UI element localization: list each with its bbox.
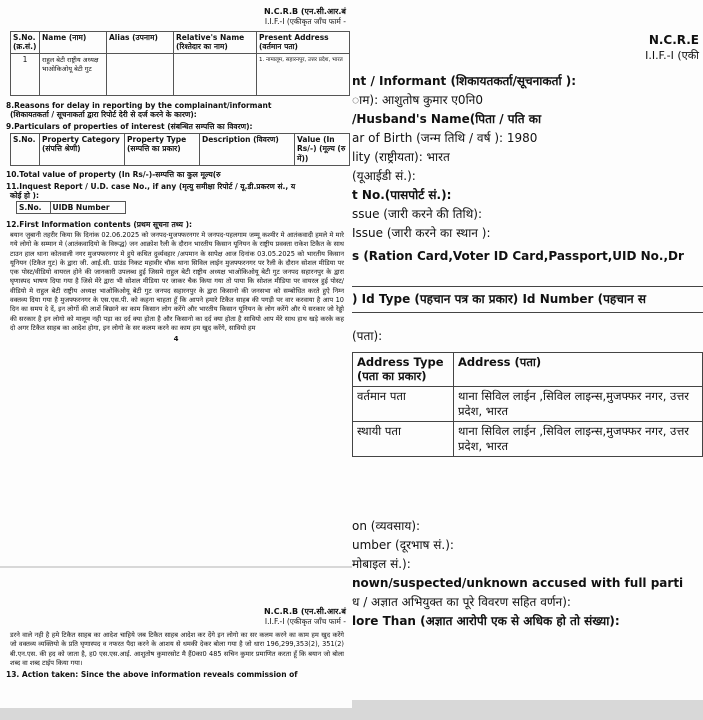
addr-permanent: थाना सिविल लाईन ,सिविल लाइन्स,मुजफ्फर नगर, उत्तर प्रदेश, भारत: [454, 422, 703, 457]
page-number: 4: [173, 335, 179, 344]
iif-form-header: I.I.F.-I (एकीकृत जाँच फार्म -: [264, 617, 346, 626]
addr-type-permanent: स्थायी पता: [353, 422, 454, 457]
table-row: [353, 387, 703, 422]
father-husband-name: /Husband's Name(पिता / पति का: [352, 112, 542, 126]
section-12-title: 12.First Information contents (प्रथम सूचना तथ्य ):: [6, 220, 193, 229]
col-name: Name (नाम): [40, 32, 107, 54]
section-8-title: 8.Reasons for delay in reporting by the complainant/informant: [6, 101, 272, 110]
accused-count: lore Than (अज्ञात आरोपी एक से अधिक हो तो संख्या):: [352, 614, 620, 628]
cell-alias: [107, 54, 174, 96]
phone-number: umber (दूरभाष सं.):: [352, 538, 454, 552]
fir-page-left-top: [0, 0, 352, 566]
addr-col-address: Address (पता): [454, 353, 703, 387]
accused-details-heading: nown/suspected/unknown accused with full parti: [352, 576, 684, 590]
place-of-issue: Issue (जारी करने का स्थान ):: [352, 226, 491, 240]
fir-page-right: [352, 0, 703, 700]
addr-col-type: Address Type (पता का प्रकार): [353, 353, 454, 387]
address-label: (पता):: [352, 329, 383, 343]
cell-name: राहुल बेटी राष्ट्रीय अध्यक्ष भाओकिओयू बेटी गुट: [40, 54, 107, 96]
occupation: on (व्यवसाय):: [352, 519, 421, 533]
col-alias: Alias (उपनाम): [107, 32, 174, 54]
fir-content-continued: डरने वाले नही है हमे टिकैत साहब का आदेश चाहिये जब टिकैत साहब आदेश कर देंगे इन लोगो का सर कलम करने का काम हम खुद करेंगे जो वक्तव्य व्यक्तियो के प्रति घृणास्पद व नफरत पैदा करने के आशय से धमकी देकर बोला गया है जो धारा 196,299,353(2), 351(2) बी.एन.एस. की हद को जाता है, ह0 एस.एस.आई. आशुतोष कुमारसोट मै हैं0का0 485 सचिन कुमार प्रमाणित करता हूँ कि बयान जो बोला शब्द वा शब्द टाईप किया गया।: [10, 631, 344, 667]
accused-details-hindi: ध / अज्ञात अभियुक्त का पूरे विवरण सहित वर्णन):: [352, 595, 571, 609]
passport-number: t No.(पासपोर्ट सं.):: [352, 188, 452, 202]
cell-address: 1. नामालूम, सहारनपुर, उत्तर प्रदेश, भारत: [257, 54, 350, 96]
col-relative: Relative's Name (रिश्तेदार का नाम): [174, 32, 257, 54]
prop-col-type: Property Type (सम्पत्ति का प्रकार): [125, 134, 200, 166]
cell-relative: [174, 54, 257, 96]
uidb-table: [16, 201, 126, 214]
section-8-sub: (शिकायतकर्ता / सूचनाकर्ता द्वारा रिपोर्ट देरी से दर्ज करने के कारण):: [10, 110, 197, 119]
mobile-number: मोबाइल सं.):: [352, 557, 411, 571]
birth-year: ar of Birth (जन्म तिथि / वर्ष ): 1980: [352, 131, 538, 145]
nationality: lity (राष्ट्रीयता): भारत: [352, 150, 450, 164]
col-address: Present Address (वर्तमान पता): [257, 32, 350, 54]
section-10: 10.Total value of property (In Rs/-)-सम्पत्ति का कुल मूल्य(रु: [6, 170, 221, 179]
section-11: 11.Inquest Report / U.D. case No., if any (मृत्यु समीक्षा रिपोर्ट / यू.डी.प्रकरण सं., य: [6, 182, 296, 191]
prop-col-sno: S.No.: [11, 134, 40, 166]
fir-content: बयान जुबानी तहरीर किया कि दिनांक 02.06.2025 को जनपद-मुजफ्फरनगर मे जनपद-पहलगाम जम्मू कश्मीर मे आतंकवादी हमले मे मारे गये लोगो के सम्मान मे (आतंकवादियो के विरूद्ध) जन आक्रोश रैली के दौरान भारतीय किसान यूनियन के राष्ट्रीय प्रवक्ता राकेश टिकैत के साथ टाउन हाल थाना कोतवाली नगर मुजफ्फरनगर मे हुये कथित दुर्व्यवहार /अपमान के सापेक्ष आज दिनांक 03.05.2025 को भारतीय किसान यूनियन (टिकैत गुट) के द्वारा जी. आई.सी. ग्राउंड निकट महावीर चौक थाना सिविल लाईन मुजफ्फरनगर पर रैली के दौरान सोशल मीडिया पर एक पोस्ट/वीडियो वायरल होने की जानकारी उपलब्ध हुई जिसमे राहुल बेटी राष्ट्रीय अध्यक्ष भाओकिओयू बेटी गुट जनपद सहारनपुर के द्वारा घृणास्पद भाषण दिया गया है जिसे मेरे द्वारा भी सोशल मीडिया पर जाकर चैक किया गया तो पाया कि सोशल मीडिया पर वायरल हुई पोस्ट/वीडियो मे राहुल बेटी राष्ट्रीय अध्यक्ष भाओकिओयू बेटी गुट जनपद सहारनपुर के द्वारा किसानो की जनसभा को सम्बोधित करते हुऐ निम्न वक्तव्य दिया गया है मुजफ्फरनगर के एस.एस.पी. को कहना चाहता हूँ कि आपने हमारे टिकैत साहब की पगड़ी पर वार करवाया है आप 10 दिन का समय दे दें, इन लोगों की लाशें बिछाने का काम किसान लोग करेंगे और भारतीय किसान यूनियन के लोग करेंगे और ये सरकार जो रेड्डो की सरकार है इन लोगो को मालूम नही पड़ा का दर्द क्या होता है और किसानो का दर्द क्या होता है सावियो आप मेरे साथ हाथ खड़े करके कह दो अगर टिकैत साहब का आदेश होगा, इन लोगो के सर कलम करने का काम हम खुद करेंगे, सावियो हम: [10, 231, 344, 332]
cell-sno: 1: [11, 54, 40, 96]
date-of-issue: ssue (जारी करने की तिथि):: [352, 207, 483, 221]
section-13: 13. Action taken: Since the above information reveals commission of: [6, 670, 298, 680]
complainant-heading: nt / Informant (शिकायतकर्ता/सूचनाकर्ता ):: [352, 74, 577, 88]
address-table: [352, 352, 703, 457]
accused-table: [10, 31, 350, 96]
table-row: [11, 54, 350, 96]
complainant-name: ाम): आशुतोष कुमार ए0नि0: [352, 93, 483, 107]
ncrb-header: N.C.R.B (एन.सी.आर.बं: [263, 7, 346, 16]
uid-number: (यूआईडी सं.):: [352, 169, 416, 183]
ncrb-header: N.C.R.E: [648, 33, 699, 47]
id-type-row: ) Id Type (पहचान पत्र का प्रकार) Id Number (पहचान स: [352, 286, 703, 313]
iif-form-header: I.I.F.-I (एकीकृत जाँच फार्म -: [264, 17, 346, 26]
prop-col-value: Value (In Rs/-) (मूल्य (रु में)): [295, 134, 350, 166]
property-table: [10, 133, 350, 166]
section-11-b: कोई हो ):: [10, 191, 39, 200]
prop-col-category: Property Category (संपत्ति श्रेणी): [40, 134, 125, 166]
prop-col-desc: Description (विवरण): [200, 134, 295, 166]
id-details-heading: s (Ration Card,Voter ID Card,Passport,UID No.,Dr: [352, 249, 684, 263]
uidb-col-sno: S.No.: [17, 202, 51, 214]
addr-type-current: वर्तमान पता: [353, 387, 454, 422]
table-row: [353, 422, 703, 457]
section-9-title: 9.Particulars of properties of interest (संबन्धित सम्पत्ति का विवरण):: [6, 122, 253, 131]
col-sno: S.No. (क्र.सं.): [11, 32, 40, 54]
addr-current: थाना सिविल लाईन ,सिविल लाइन्स,मुजफ्फर नगर, उत्तर प्रदेश, भारत: [454, 387, 703, 422]
ncrb-header: N.C.R.B (एन.सी.आर.बं: [263, 607, 346, 616]
fir-page-left-bottom: [0, 568, 352, 708]
uidb-col-number: UIDB Number: [50, 202, 126, 214]
iif-form-header: I.I.F.-I (एकी: [645, 49, 699, 62]
